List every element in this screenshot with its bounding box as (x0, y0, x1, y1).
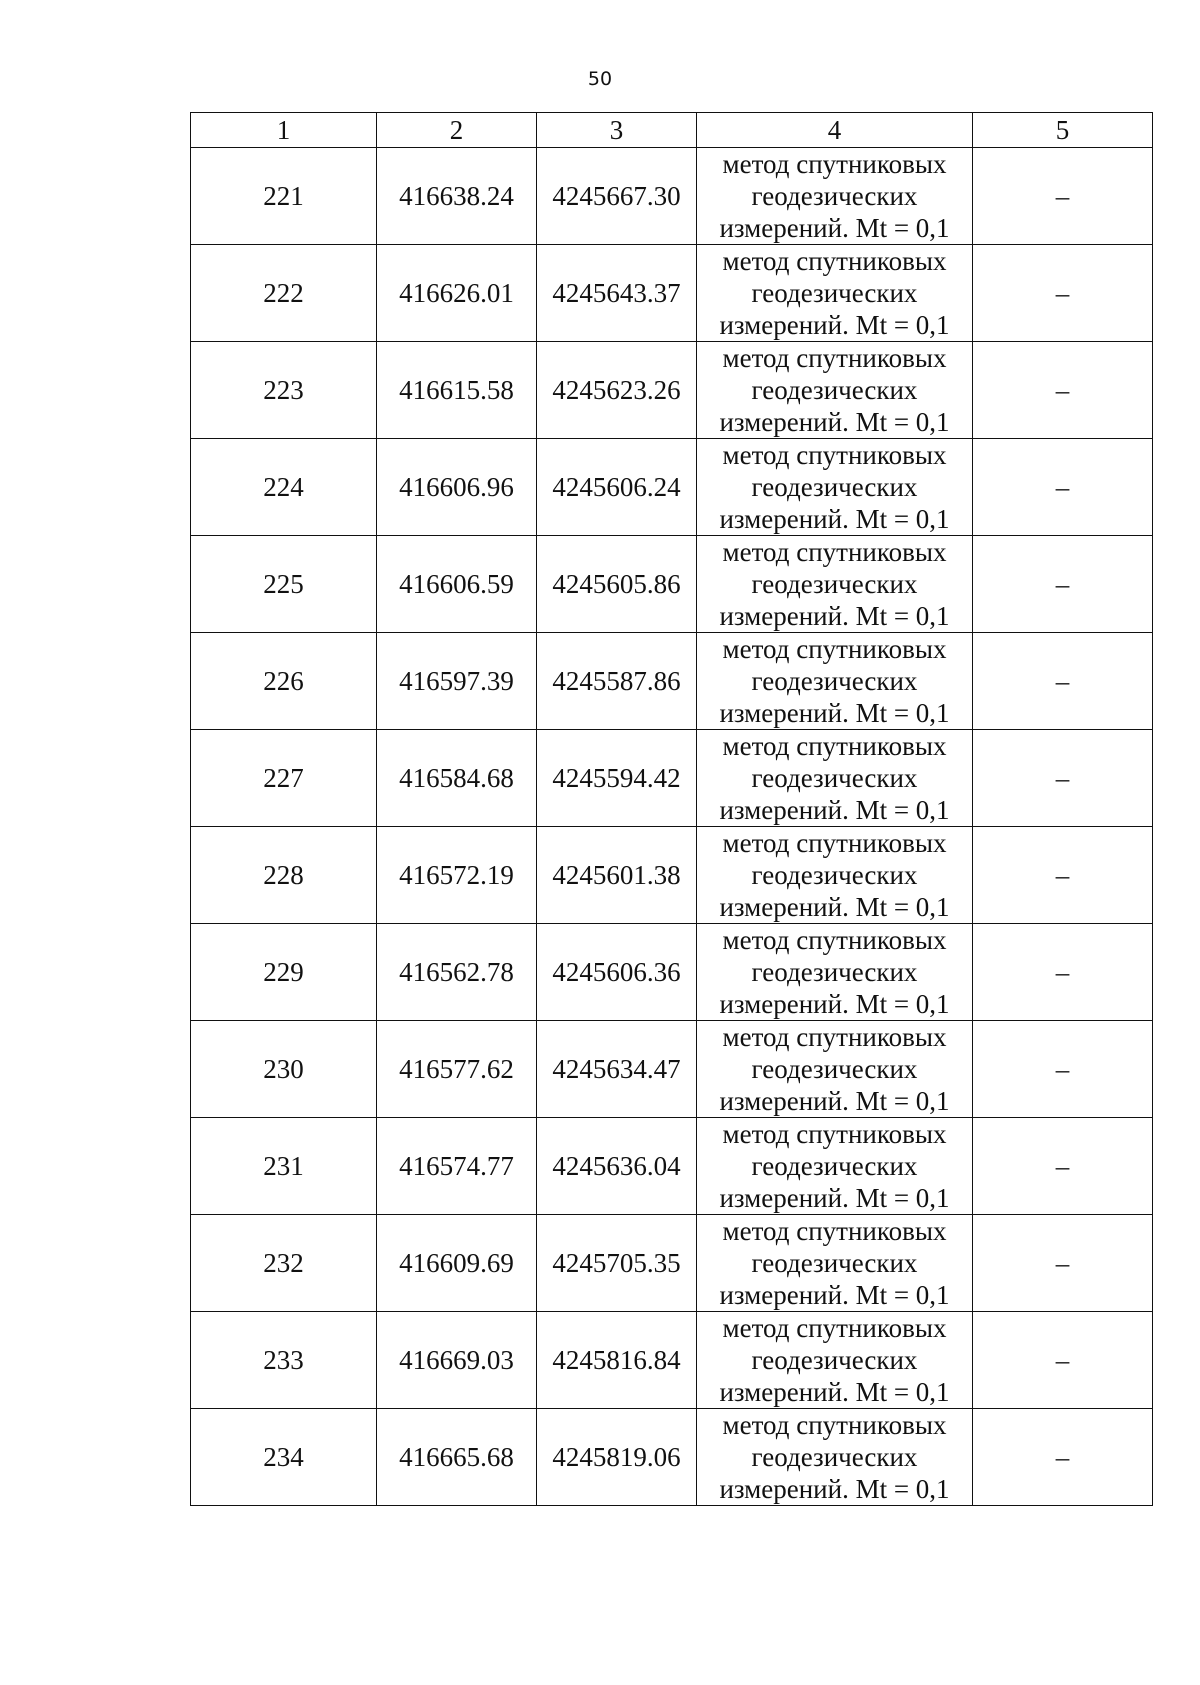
point-number-cell: 229 (191, 924, 377, 1021)
header-cell-4: 4 (697, 113, 973, 148)
method-cell: метод спутниковых геодезических измерений. Mt = 0,1 (697, 148, 973, 245)
note-cell: – (973, 342, 1153, 439)
x-coordinate-cell: 416562.78 (377, 924, 537, 1021)
table-row (191, 536, 1153, 633)
table-row (191, 1215, 1153, 1312)
method-cell: метод спутниковых геодезических измерений. Mt = 0,1 (697, 1118, 973, 1215)
method-cell: метод спутниковых геодезических измерений. Mt = 0,1 (697, 245, 973, 342)
table-row (191, 924, 1153, 1021)
y-coordinate-cell: 4245819.06 (537, 1409, 697, 1506)
table-row (191, 827, 1153, 924)
point-number-cell: 225 (191, 536, 377, 633)
y-coordinate-cell: 4245634.47 (537, 1021, 697, 1118)
point-number-cell: 232 (191, 1215, 377, 1312)
x-coordinate-cell: 416606.96 (377, 439, 537, 536)
note-cell: – (973, 148, 1153, 245)
x-coordinate-cell: 416606.59 (377, 536, 537, 633)
coordinates-table (190, 112, 1153, 1506)
header-cell-2: 2 (377, 113, 537, 148)
note-cell: – (973, 730, 1153, 827)
point-number-cell: 230 (191, 1021, 377, 1118)
table-header (191, 113, 1153, 148)
method-cell: метод спутниковых геодезических измерений. Mt = 0,1 (697, 1312, 973, 1409)
table-row (191, 1021, 1153, 1118)
method-cell: метод спутниковых геодезических измерений. Mt = 0,1 (697, 633, 973, 730)
note-cell: – (973, 827, 1153, 924)
method-cell: метод спутниковых геодезических измерений. Mt = 0,1 (697, 827, 973, 924)
header-cell-5: 5 (973, 113, 1153, 148)
point-number-cell: 227 (191, 730, 377, 827)
y-coordinate-cell: 4245816.84 (537, 1312, 697, 1409)
page-number: 50 (587, 68, 613, 90)
y-coordinate-cell: 4245623.26 (537, 342, 697, 439)
note-cell: – (973, 439, 1153, 536)
table-row (191, 633, 1153, 730)
x-coordinate-cell: 416665.68 (377, 1409, 537, 1506)
table-row (191, 730, 1153, 827)
y-coordinate-cell: 4245606.24 (537, 439, 697, 536)
x-coordinate-cell: 416577.62 (377, 1021, 537, 1118)
header-cell-3: 3 (537, 113, 697, 148)
note-cell: – (973, 1118, 1153, 1215)
table-row (191, 148, 1153, 245)
y-coordinate-cell: 4245667.30 (537, 148, 697, 245)
y-coordinate-cell: 4245643.37 (537, 245, 697, 342)
note-cell: – (973, 633, 1153, 730)
note-cell: – (973, 1409, 1153, 1506)
note-cell: – (973, 245, 1153, 342)
x-coordinate-cell: 416584.68 (377, 730, 537, 827)
y-coordinate-cell: 4245594.42 (537, 730, 697, 827)
x-coordinate-cell: 416669.03 (377, 1312, 537, 1409)
table-row (191, 1409, 1153, 1506)
x-coordinate-cell: 416574.77 (377, 1118, 537, 1215)
point-number-cell: 223 (191, 342, 377, 439)
x-coordinate-cell: 416626.01 (377, 245, 537, 342)
y-coordinate-cell: 4245705.35 (537, 1215, 697, 1312)
method-cell: метод спутниковых геодезических измерений. Mt = 0,1 (697, 439, 973, 536)
point-number-cell: 226 (191, 633, 377, 730)
point-number-cell: 234 (191, 1409, 377, 1506)
y-coordinate-cell: 4245636.04 (537, 1118, 697, 1215)
y-coordinate-cell: 4245601.38 (537, 827, 697, 924)
header-cell-1: 1 (191, 113, 377, 148)
point-number-cell: 231 (191, 1118, 377, 1215)
x-coordinate-cell: 416615.58 (377, 342, 537, 439)
note-cell: – (973, 1215, 1153, 1312)
method-cell: метод спутниковых геодезических измерений. Mt = 0,1 (697, 1215, 973, 1312)
x-coordinate-cell: 416609.69 (377, 1215, 537, 1312)
y-coordinate-cell: 4245606.36 (537, 924, 697, 1021)
header-row (191, 113, 1153, 148)
note-cell: – (973, 924, 1153, 1021)
table-row (191, 1312, 1153, 1409)
table-row (191, 342, 1153, 439)
method-cell: метод спутниковых геодезических измерений. Mt = 0,1 (697, 1021, 973, 1118)
table-row (191, 1118, 1153, 1215)
x-coordinate-cell: 416597.39 (377, 633, 537, 730)
point-number-cell: 221 (191, 148, 377, 245)
x-coordinate-cell: 416638.24 (377, 148, 537, 245)
y-coordinate-cell: 4245605.86 (537, 536, 697, 633)
note-cell: – (973, 1021, 1153, 1118)
point-number-cell: 224 (191, 439, 377, 536)
y-coordinate-cell: 4245587.86 (537, 633, 697, 730)
table-row (191, 245, 1153, 342)
method-cell: метод спутниковых геодезических измерений. Mt = 0,1 (697, 1409, 973, 1506)
method-cell: метод спутниковых геодезических измерений. Mt = 0,1 (697, 924, 973, 1021)
table-row (191, 439, 1153, 536)
x-coordinate-cell: 416572.19 (377, 827, 537, 924)
table-body (191, 148, 1153, 1506)
point-number-cell: 233 (191, 1312, 377, 1409)
point-number-cell: 228 (191, 827, 377, 924)
note-cell: – (973, 1312, 1153, 1409)
method-cell: метод спутниковых геодезических измерений. Mt = 0,1 (697, 342, 973, 439)
note-cell: – (973, 536, 1153, 633)
point-number-cell: 222 (191, 245, 377, 342)
method-cell: метод спутниковых геодезических измерений. Mt = 0,1 (697, 730, 973, 827)
method-cell: метод спутниковых геодезических измерений. Mt = 0,1 (697, 536, 973, 633)
